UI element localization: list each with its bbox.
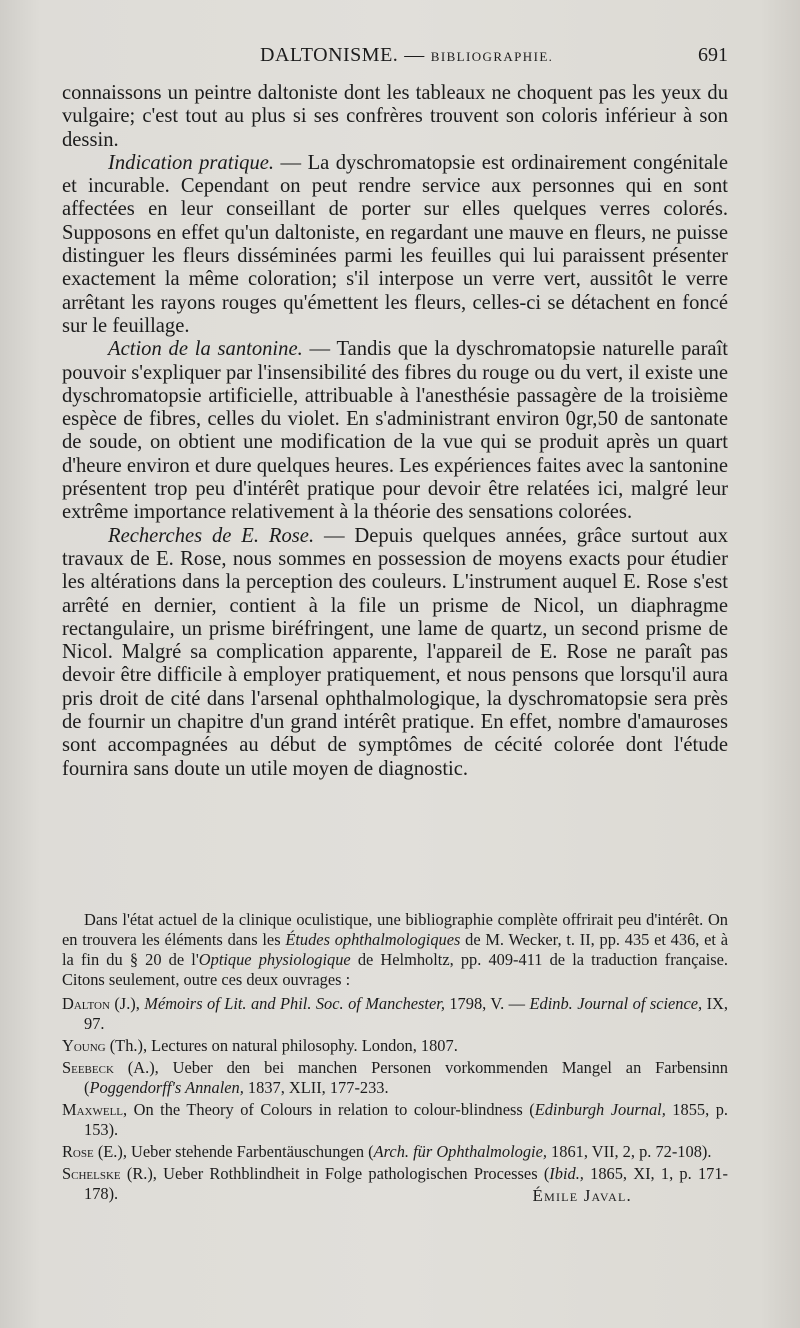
reference-text: Ueber stehende Farbentäuschungen (	[131, 1142, 374, 1161]
reference-author: Seebeck	[62, 1058, 114, 1077]
reference-initials: (E.),	[93, 1142, 132, 1161]
bibliography-entry	[62, 1142, 728, 1162]
reference-initials: (Th.),	[105, 1036, 152, 1055]
reference-title: Arch. für Ophthalmologie,	[373, 1142, 547, 1161]
reference-title: Ibid.,	[549, 1164, 584, 1183]
header-title	[260, 44, 553, 67]
bibliography-intro-title: Études ophthalmologiques	[285, 930, 461, 949]
paragraph-2	[62, 152, 728, 338]
reference-text: 1861, VII, 2, p. 72-108).	[546, 1142, 712, 1161]
paragraph-3-text: — Tandis que la dyschromatopsie naturelle paraît pouvoir s'expliquer par l'insensibilité des fibres du rouge ou du vert, il existe une dyschromatopsie artificielle, attribuable à l'anesthésie passagère de la troisième espèce de fibres, celles du violet. En s'administrant environ 0gr,50 de santonate de soude, on obtient une modification de la vue qui se produit après un quart d'heure environ et dure quelques heures. Les expériences faites avec la santonine présentent trop peu d'intérêt pratique pour devoir être relatées ici, malgré leur extrême importance relativement à la théorie des sensations colorées.	[62, 338, 729, 524]
reference-author: Maxwell	[62, 1100, 124, 1119]
reference-author: Rose	[62, 1142, 94, 1161]
paragraph-3-heading: Action de la santonine.	[108, 338, 303, 361]
reference-text: Ueber Rothblindheit in Folge pathologischen Processes (	[163, 1164, 550, 1183]
reference-text: 1798, V. —	[444, 994, 530, 1013]
header-dash: —	[404, 44, 425, 66]
page-number: 691	[698, 44, 728, 66]
header-subtitle: BIBLIOGRAPHIE.	[430, 49, 554, 64]
bibliography-intro-title2: Optique physiologique	[198, 950, 351, 969]
reference-text: 1865, XI, 1, p. 171-178).	[84, 1164, 729, 1203]
reference-text: 1837, XLII, 177-233.	[243, 1078, 389, 1097]
bibliography-intro	[62, 910, 728, 990]
bibliography-entry	[62, 994, 728, 1034]
bibliography-entry	[62, 1100, 728, 1140]
paragraph-4-heading: Recherches de E. Rose.	[108, 524, 315, 547]
bibliography-intro-a: Dans l'état actuel de la clinique oculistique, une bibliographie complète offrirait peu d'intérêt. On en trouvera les éléments dans les	[62, 910, 728, 949]
reference-title: Edinburgh Journal,	[534, 1100, 666, 1119]
bibliography-entry	[62, 1036, 728, 1056]
reference-author: Dalton	[62, 994, 110, 1013]
paragraph-1: connaissons un peintre daltoniste dont les tableaux ne choquent pas les yeux du vulgaire; c'est tout au plus si ses confrères trouvent son coloris inférieur à son dessin.	[62, 82, 728, 151]
reference-text: IX, 97.	[84, 994, 728, 1033]
reference-text: On the Theory of Colours in relation to colour-blindness (	[133, 1100, 535, 1119]
bibliography	[62, 910, 728, 1206]
reference-text: Lectures on natural philosophy. London, 1807.	[151, 1036, 458, 1055]
reference-title: Edinb. Journal of science,	[529, 994, 703, 1013]
bibliography-intro-c: de Helmholtz, pp. 409-411 de la traduction française. Citons seulement, outre ces deux ouvrages :	[62, 950, 728, 989]
bibliography-intro-b: de M. Wecker, t. II, pp. 435 et 436, et à la fin du § 20 de l'	[62, 930, 728, 969]
reference-initials: (R.),	[120, 1164, 164, 1183]
author-signature: Émile Javal.	[532, 1186, 632, 1205]
reference-initials: (A.),	[113, 1058, 173, 1077]
reference-text: 1855, p. 153).	[84, 1100, 728, 1139]
paragraph-4-text: — Depuis quelques années, grâce surtout aux travaux de E. Rose, nous sommes en possession de moyens exacts pour étudier les altérations dans la perception des couleurs. L'instrument auquel E. Rose s'est arrêté en dernier, contient à la file un prisme de Nicol, un diaphragme rectangulaire, un prisme biréfringent, une lame de quartz, un second prisme de Nicol. Malgré sa complication apparente, l'appareil de E. Rose ne paraît pas devoir être difficile à employer pratiquement, et nous pensons que lorsqu'il aura pris droit de cité dans l'arsenal ophthalmologique, la dyschromatopsie sera près de fournir un chapitre d'un grand intérêt pratique. En effet, nombre d'amauroses sont accompagnées au début de symptômes de cécité colorée dont l'étude fournira sans doute un utile moyen de diagnostic.	[62, 524, 728, 780]
reference-author: Young	[62, 1036, 106, 1055]
paragraph-2-heading: Indication pratique.	[108, 151, 275, 174]
running-header	[60, 44, 728, 78]
reference-title: Poggendorff's Annalen,	[89, 1078, 244, 1097]
paragraph-3	[62, 338, 728, 524]
main-text	[62, 82, 728, 781]
reference-author: Schelske	[62, 1164, 121, 1183]
reference-text: Ueber den bei manchen Personen vorkommenden Mangel an Farbensinn (	[84, 1058, 728, 1097]
paragraph-2-text: — La dyschromatopsie est ordinairement congénitale et incurable. Cependant on peut rendre service aux personnes qui en sont affectées en leur conseillant de porter sur elles quelques verres colorés. Supposons en effet qu'un daltoniste, en regardant une mauve en fleurs, ne puisse distinguer les fleurs disséminées parmi les feuilles qui lui paraissent présenter exactement la même coloration; s'il interpose un verre vert, aussitôt le verre arrêtant les rayons rouges qu'émettent les fleurs, celles-ci se détachent en foncé sur le feuillage.	[62, 151, 728, 337]
bibliography-entry	[62, 1058, 728, 1098]
reference-title: Mémoirs of Lit. and Phil. Soc. of Manchester,	[144, 994, 445, 1013]
paragraph-4	[62, 525, 728, 781]
reference-initials: ,	[123, 1100, 134, 1119]
header-title-main: DALTONISME.	[260, 44, 399, 66]
reference-initials: (J.),	[109, 994, 145, 1013]
